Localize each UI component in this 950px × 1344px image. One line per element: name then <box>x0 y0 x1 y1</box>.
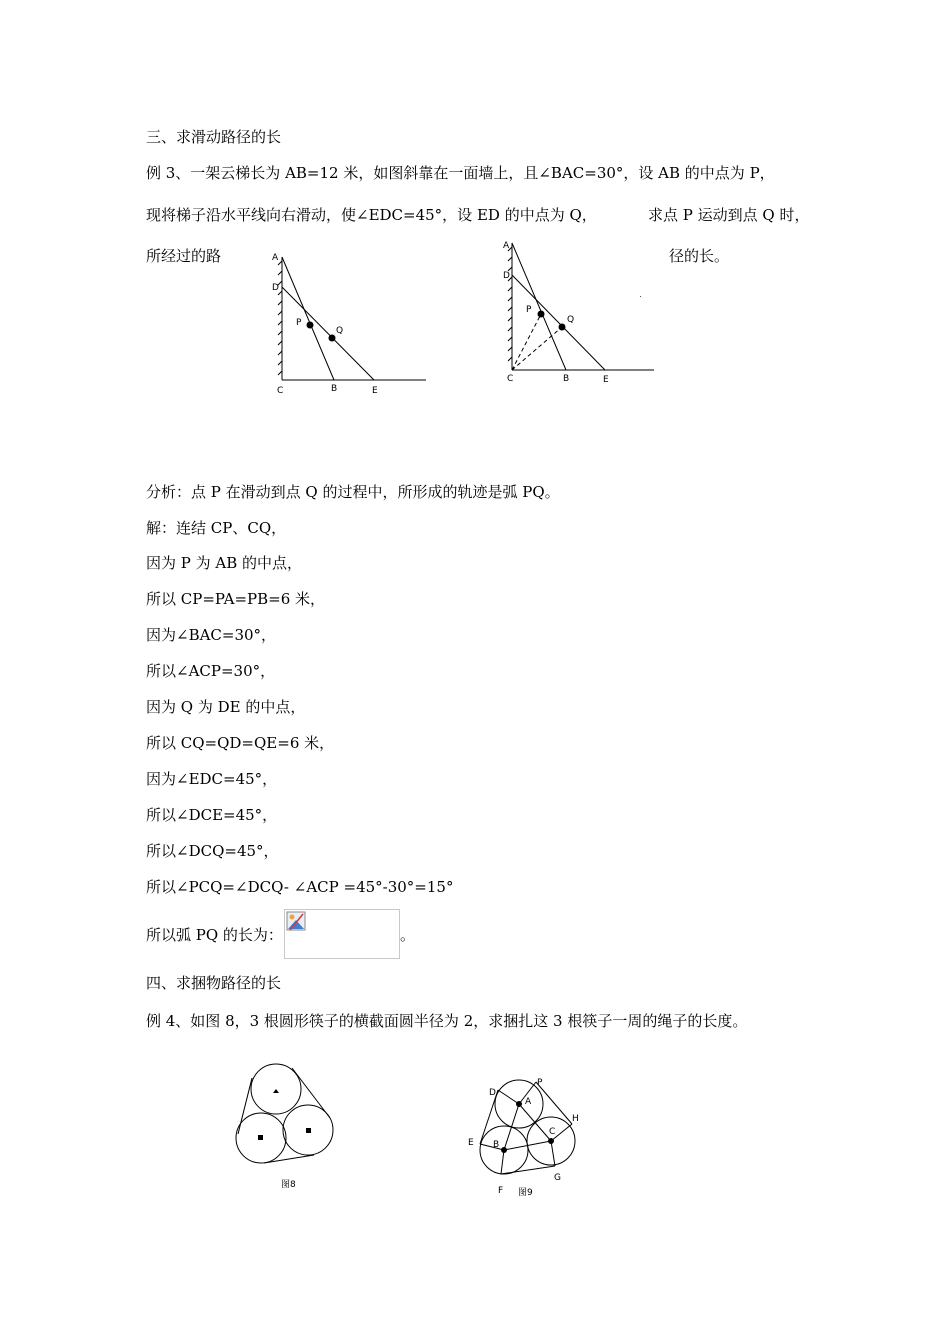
label-a: A <box>272 253 279 263</box>
ladder-figure-right <box>500 235 665 390</box>
arc-length-prefix: 所以弧 PQ 的长为： <box>146 926 283 944</box>
label-e: E <box>372 386 378 396</box>
svg-text:Q: Q <box>567 315 575 325</box>
dashed-cp <box>512 314 541 370</box>
svg-text:A: A <box>525 1097 532 1107</box>
solution-step-11: 所以∠PCQ=∠DCQ- ∠ACP =45°-30°=15° <box>146 878 454 896</box>
ladder-ab <box>282 257 334 380</box>
stray-dot <box>640 296 641 297</box>
svg-text:P: P <box>526 305 532 315</box>
label-b: B <box>331 384 338 394</box>
example-3-line-3a: 所经过的路 <box>146 247 222 265</box>
svg-text:D: D <box>489 1088 496 1098</box>
ladder-figure-left <box>268 245 433 400</box>
svg-text:B: B <box>563 374 570 384</box>
example-4-text: 例 4、如图 8，3 根圆形筷子的横截面圆半径为 2，求捆扎这 3 根筷子一周的绳子的长度。 <box>146 1012 748 1030</box>
analysis-text: 分析：点 P 在滑动到点 Q 的过程中，所形成的轨迹是弧 PQ。 <box>146 483 560 501</box>
svg-text:B: B <box>493 1140 500 1150</box>
solution-step-1: 解：连结 CP、CQ， <box>146 519 287 537</box>
solution-step-7: 所以 CQ=QD=QE=6 米， <box>146 734 335 752</box>
solution-step-2: 因为 P 为 AB 的中点， <box>146 554 303 572</box>
svg-text:F: F <box>498 1186 504 1196</box>
example-3-line-3b: 径的长。 <box>669 247 730 265</box>
label-d: D <box>272 283 279 293</box>
arc-length-suffix: 。 <box>400 926 416 944</box>
section-4-heading: 四、求捆物路径的长 <box>146 974 282 992</box>
solution-step-10: 所以∠DCQ=45°， <box>146 842 279 860</box>
solution-step-6: 因为 Q 为 DE 的中点， <box>146 698 306 716</box>
example-3-line-1: 例 3、一架云梯长为 AB=12 米，如图斜靠在一面墙上，且∠BAC=30°，设 AB 的中点为 P， <box>146 164 775 182</box>
example-3-line-2b: 求点 P 运动到点 Q 时， <box>648 206 810 224</box>
svg-text:D: D <box>503 271 510 281</box>
svg-text:E: E <box>603 375 609 385</box>
svg-text:P: P <box>537 1078 543 1088</box>
solution-step-3: 所以 CP=PA=PB=6 米， <box>146 590 326 608</box>
label-c: C <box>277 386 284 396</box>
section-3-heading: 三、求滑动路径的长 <box>146 128 282 146</box>
wall-hatching <box>278 257 282 380</box>
broken-image-placeholder <box>284 909 400 959</box>
point-q <box>329 335 336 342</box>
solution-step-5: 所以∠ACP=30°， <box>146 662 276 680</box>
figure-8-circles <box>226 1056 346 1191</box>
svg-text:C: C <box>549 1127 556 1137</box>
dashed-cq <box>512 327 562 370</box>
figure-9-circles <box>462 1070 612 1205</box>
broken-image-icon <box>286 911 308 933</box>
svg-text:H: H <box>572 1114 579 1124</box>
figure-8-caption: 图8 <box>281 1180 296 1190</box>
svg-text:C: C <box>507 374 514 384</box>
svg-text:A: A <box>503 241 510 251</box>
point-p <box>307 322 314 329</box>
solution-step-4: 因为∠BAC=30°， <box>146 626 277 644</box>
figure-9-caption: 图9 <box>518 1188 533 1198</box>
label-q: Q <box>336 326 344 336</box>
solution-step-8: 因为∠EDC=45°， <box>146 770 278 788</box>
solution-step-9: 所以∠DCE=45°， <box>146 806 278 824</box>
label-p: P <box>296 318 302 328</box>
svg-text:E: E <box>468 1138 474 1148</box>
example-3-line-2a: 现将梯子沿水平线向右滑动，使∠EDC=45°，设 ED 的中点为 Q， <box>146 206 597 224</box>
svg-text:G: G <box>554 1173 561 1183</box>
